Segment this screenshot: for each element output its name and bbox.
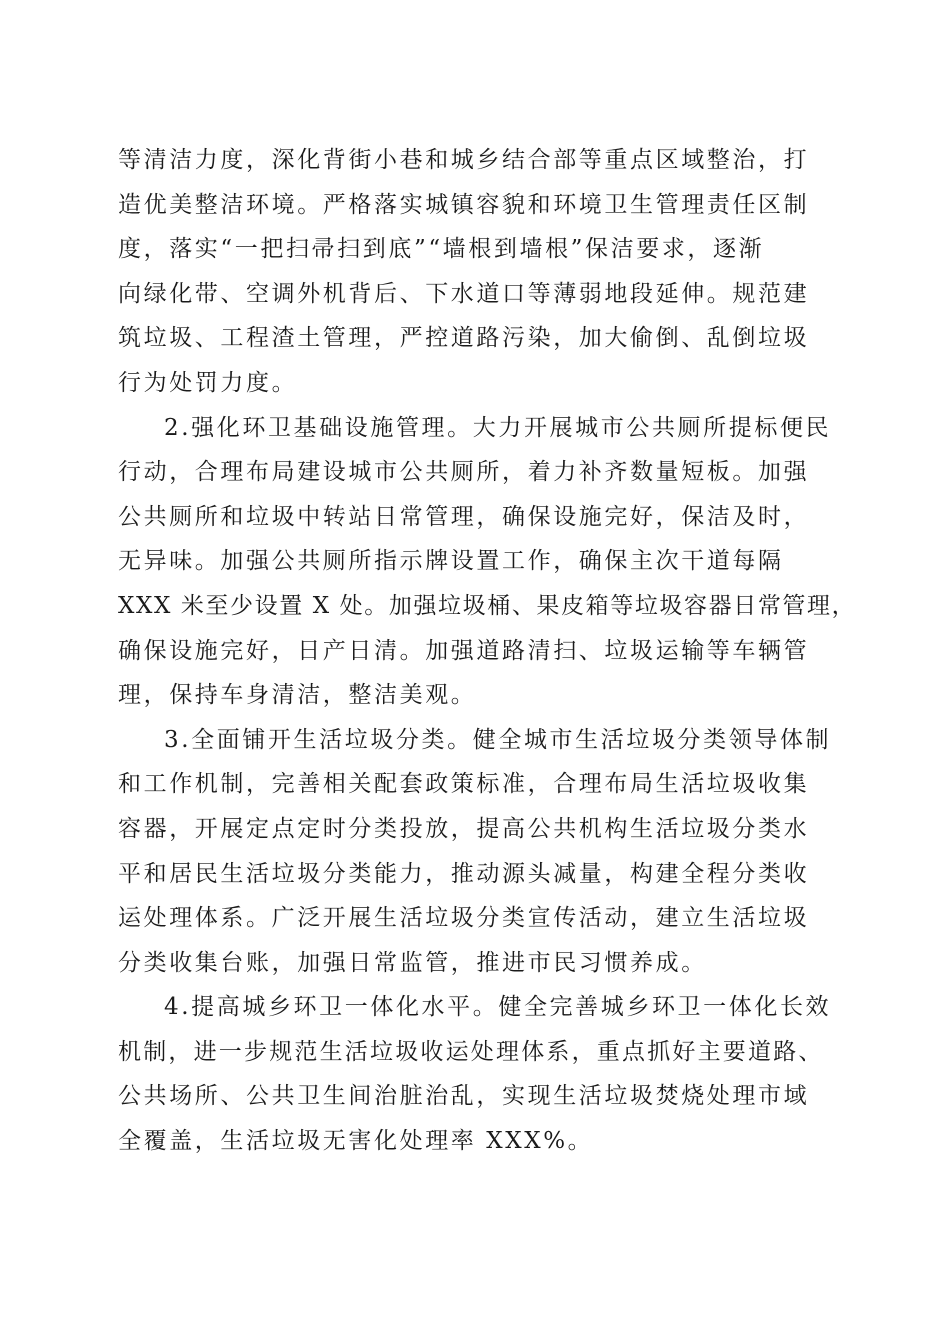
text-line: 容器，开展定点定时分类投放，提高公共机构生活垃圾分类水 bbox=[118, 815, 810, 842]
text-line: 行为处罚力度。 bbox=[118, 369, 298, 396]
text-line: 和工作机制，完善相关配套政策标准，合理布局生活垃圾收集 bbox=[118, 771, 810, 798]
text-line: 分类收集台账，加强日常监管，推进市民习惯养成。 bbox=[118, 949, 707, 976]
paragraph-3-waste-sorting bbox=[118, 718, 844, 986]
text-line: 筑垃圾、工程渣土管理，严控道路污染，加大偷倒、乱倒垃圾 bbox=[118, 325, 810, 352]
text-line: 造优美整洁环境。严格落实城镇容貌和环境卫生管理责任区制 bbox=[118, 191, 810, 218]
text-line: 公共场所、公共卫生间治脏治乱，实现生活垃圾焚烧处理市域 bbox=[118, 1083, 810, 1110]
text-line: 向绿化带、空调外机背后、下水道口等薄弱地段延伸。规范建 bbox=[118, 280, 810, 307]
text-line: 度，落实“一把扫帚扫到底”“墙根到墙根”保洁要求，逐渐 bbox=[118, 236, 765, 263]
text-line: 无异味。加强公共厕所指示牌设置工作，确保主次干道每隔 bbox=[118, 548, 784, 575]
text-line: 理，保持车身清洁，整洁美观。 bbox=[118, 682, 477, 709]
text-line: 行动，合理布局建设城市公共厕所，着力补齐数量短板。加强 bbox=[118, 459, 810, 486]
text-line: 平和居民生活垃圾分类能力，推动源头减量，构建全程分类收 bbox=[118, 860, 810, 887]
text-line: 4.提高城乡环卫一体化水平。健全完善城乡环卫一体化长效 bbox=[164, 994, 832, 1021]
text-line: 2.强化环卫基础设施管理。大力开展城市公共厕所提标便民 bbox=[164, 414, 832, 441]
text-line: XXX 米至少设置 X 处。加强垃圾桶、果皮箱等垃圾容器日常管理， bbox=[118, 592, 857, 619]
text-line: 等清洁力度，深化背街小巷和城乡结合部等重点区域整治，打 bbox=[118, 147, 810, 173]
paragraph-2-sanitation-facilities bbox=[118, 406, 857, 718]
text-line: 公共厕所和垃圾中转站日常管理，确保设施完好，保洁及时， bbox=[118, 503, 810, 530]
text-line: 确保设施完好，日产日清。加强道路清扫、垃圾运输等车辆管 bbox=[118, 637, 810, 664]
text-line: 运处理体系。广泛开展生活垃圾分类宣传活动，建立生活垃圾 bbox=[118, 905, 810, 932]
text-line: 全覆盖，生活垃圾无害化处理率 XXX%。 bbox=[118, 1128, 594, 1155]
text-line: 3.全面铺开生活垃圾分类。健全城市生活垃圾分类领导体制 bbox=[164, 726, 832, 753]
paragraph-4-urban-rural-integration bbox=[118, 985, 844, 1163]
text-line: 机制，进一步规范生活垃圾收运处理体系，重点抓好主要道路、 bbox=[118, 1038, 824, 1065]
paragraph-1-continued bbox=[118, 138, 844, 406]
document-page bbox=[118, 138, 857, 1164]
